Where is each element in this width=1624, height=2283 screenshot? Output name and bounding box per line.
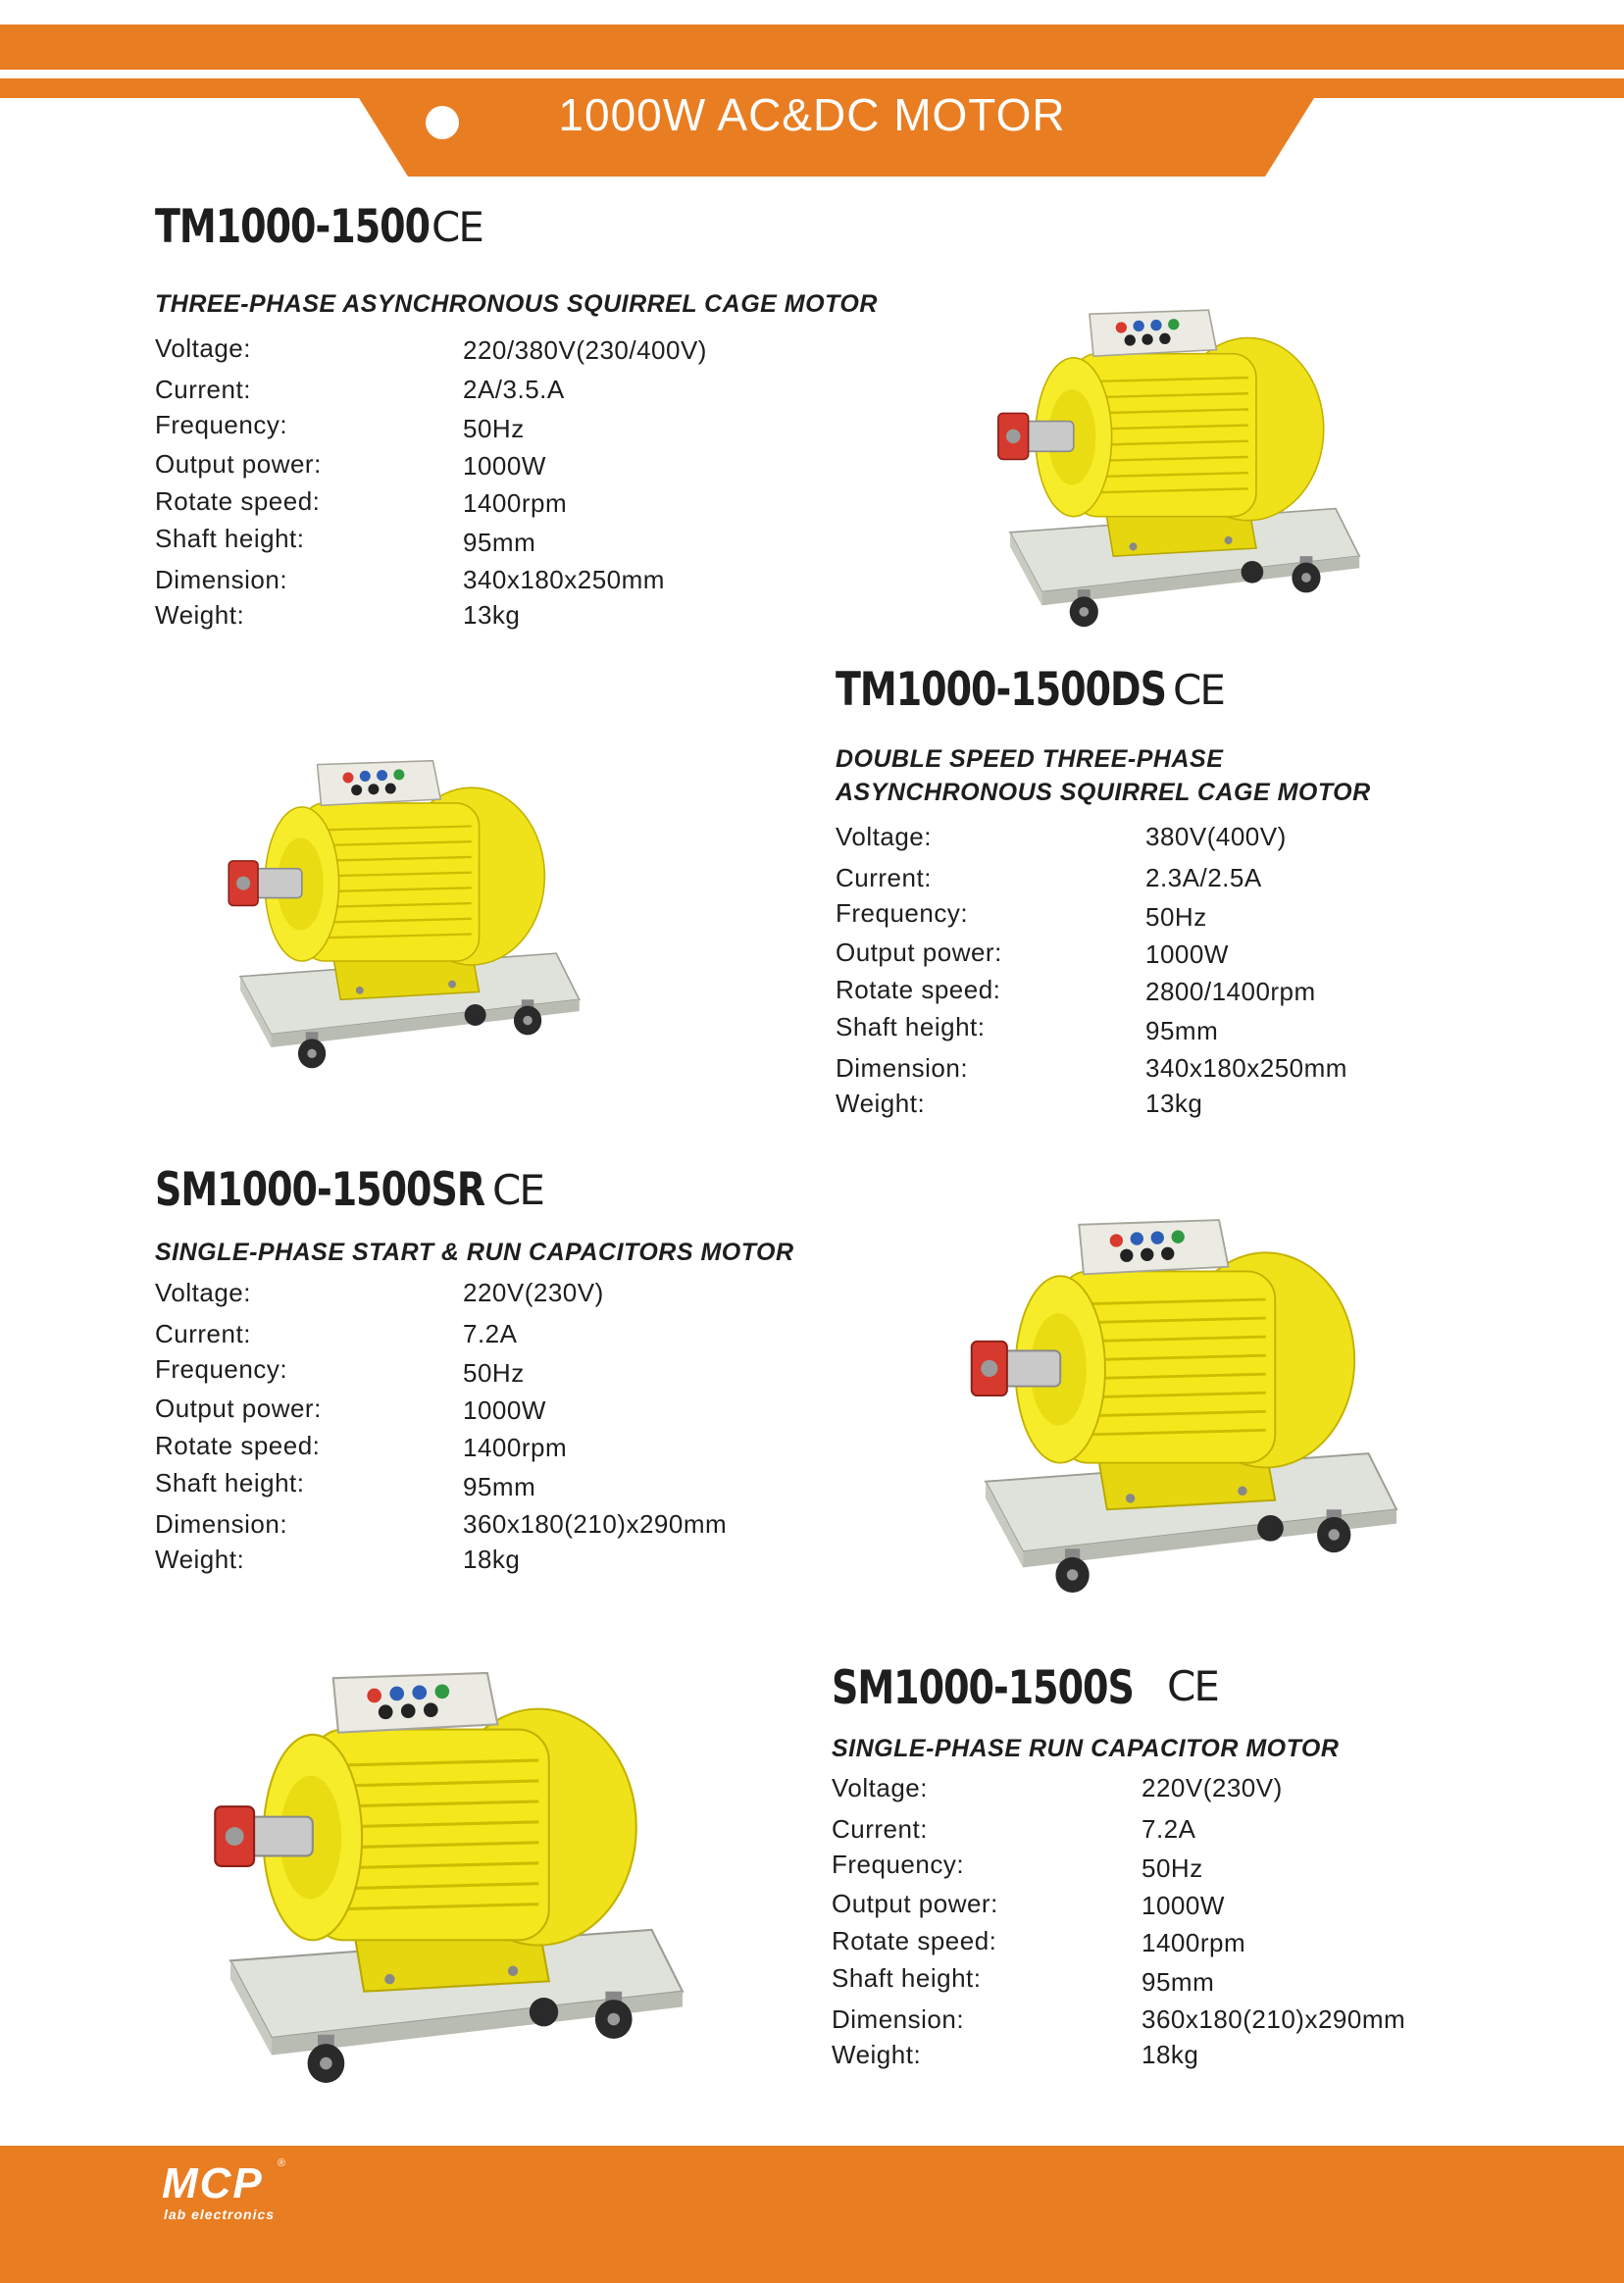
spec-label: Current: [155, 1319, 251, 1348]
product-model: SM1000-1500SR [155, 1162, 485, 1216]
spec-label: Frequency: [836, 898, 969, 928]
product-subtitle: DOUBLE SPEED THREE-PHASE [836, 745, 1224, 773]
spec-value: 13kg [1145, 1089, 1203, 1118]
product-model: TM1000-1500DS [836, 662, 1166, 716]
spec-value: 50Hz [1145, 902, 1207, 932]
spec-label: Dimension: [836, 1053, 969, 1083]
spec-label: Weight: [836, 1089, 926, 1118]
spec-value: 220/380V(230/400V) [463, 335, 707, 365]
ce-mark-icon: CE [492, 1166, 543, 1214]
product-model: TM1000-1500 [155, 199, 431, 253]
ce-mark-icon: CE [1173, 666, 1224, 714]
spec-label: Rotate speed: [155, 486, 321, 516]
spec-label: Output power: [832, 1889, 998, 1918]
spec-label: Dimension: [155, 1509, 288, 1539]
spec-value: 1000W [463, 1395, 546, 1425]
motor-image [181, 1652, 711, 2084]
spec-label: Dimension: [832, 2004, 965, 2034]
spec-label: Current: [832, 1814, 928, 1844]
spec-label: Shaft height: [155, 1468, 305, 1497]
spec-label: Weight: [155, 600, 245, 630]
spec-value: 7.2A [463, 1319, 518, 1348]
spec-list [155, 1278, 763, 1582]
spec-value: 220V(230V) [463, 1278, 604, 1307]
spec-value: 2A/3.5.A [463, 375, 565, 404]
spec-label: Dimension: [155, 565, 288, 594]
spec-label: Weight: [155, 1545, 245, 1574]
spec-list [832, 1773, 1440, 2077]
spec-value: 340x180x250mm [1145, 1053, 1347, 1083]
registered-mark: ® [278, 2157, 286, 2169]
spec-list [836, 822, 1424, 1126]
motor-image [191, 745, 613, 1069]
spec-value: 1400rpm [463, 1433, 568, 1462]
spec-list [155, 333, 743, 637]
ce-mark-icon: CE [1167, 1662, 1218, 1710]
spec-value: 13kg [463, 600, 521, 630]
spec-label: Voltage: [155, 1278, 251, 1307]
spec-value: 340x180x250mm [463, 565, 665, 594]
spec-label: Rotate speed: [836, 975, 1001, 1004]
spec-label: Voltage: [155, 333, 251, 363]
spec-value: 95mm [463, 1472, 536, 1501]
page-title: 1000W AC&DC MOTOR [558, 89, 1066, 140]
spec-value: 95mm [1142, 1967, 1215, 1997]
spec-value: 2800/1400rpm [1145, 977, 1316, 1006]
spec-value: 360x180(210)x290mm [1142, 2004, 1406, 2034]
spec-label: Shaft height: [832, 1963, 982, 1993]
spec-label: Current: [836, 863, 932, 892]
spec-value: 18kg [1142, 2040, 1199, 2069]
brand-logo: MCP [162, 2159, 264, 2207]
spec-value: 95mm [463, 528, 536, 557]
spec-value: 1000W [463, 451, 546, 481]
spec-value: 50Hz [1142, 1853, 1203, 1883]
spec-value: 1000W [1145, 939, 1229, 969]
product-subtitle: ASYNCHRONOUS SQUIRREL CAGE MOTOR [836, 779, 1371, 806]
product-subtitle: THREE-PHASE ASYNCHRONOUS SQUIRREL CAGE MOTOR [155, 290, 878, 318]
spec-value: 1400rpm [1142, 1928, 1246, 1957]
spec-value: 7.2A [1142, 1814, 1196, 1844]
spec-value: 380V(400V) [1145, 822, 1287, 851]
spec-label: Output power: [836, 938, 1002, 967]
spec-label: Frequency: [155, 410, 288, 439]
spec-label: Rotate speed: [832, 1926, 997, 1955]
spec-label: Shaft height: [836, 1012, 986, 1041]
ce-mark-icon: CE [431, 203, 482, 251]
product-model: SM1000-1500S [832, 1660, 1134, 1714]
spec-label: Shaft height: [155, 524, 305, 553]
spec-value: 2.3A/2.5A [1145, 863, 1262, 892]
spec-label: Rotate speed: [155, 1431, 321, 1460]
spec-value: 1400rpm [463, 488, 568, 518]
brand-tagline: lab electronics [164, 2207, 276, 2222]
spec-label: Voltage: [832, 1773, 928, 1802]
spec-value: 50Hz [463, 414, 525, 443]
spec-label: Voltage: [836, 822, 932, 851]
motor-image [941, 294, 1412, 628]
spec-value: 18kg [463, 1545, 521, 1574]
spec-value: 50Hz [463, 1358, 525, 1388]
spec-label: Frequency: [832, 1850, 965, 1879]
header-top-band [0, 25, 1624, 70]
product-subtitle: SINGLE-PHASE RUN CAPACITOR MOTOR [832, 1735, 1340, 1762]
spec-value: 1000W [1142, 1891, 1225, 1920]
spec-value: 95mm [1145, 1016, 1219, 1045]
spec-label: Weight: [832, 2040, 922, 2069]
spec-value: 220V(230V) [1142, 1773, 1283, 1802]
product-subtitle: SINGLE-PHASE START & RUN CAPACITORS MOTOR [155, 1239, 794, 1266]
spec-label: Output power: [155, 449, 322, 479]
spec-label: Current: [155, 375, 251, 404]
spec-label: Frequency: [155, 1354, 288, 1384]
spec-value: 360x180(210)x290mm [463, 1509, 728, 1539]
motor-image [937, 1201, 1427, 1594]
spec-label: Output power: [155, 1394, 322, 1423]
